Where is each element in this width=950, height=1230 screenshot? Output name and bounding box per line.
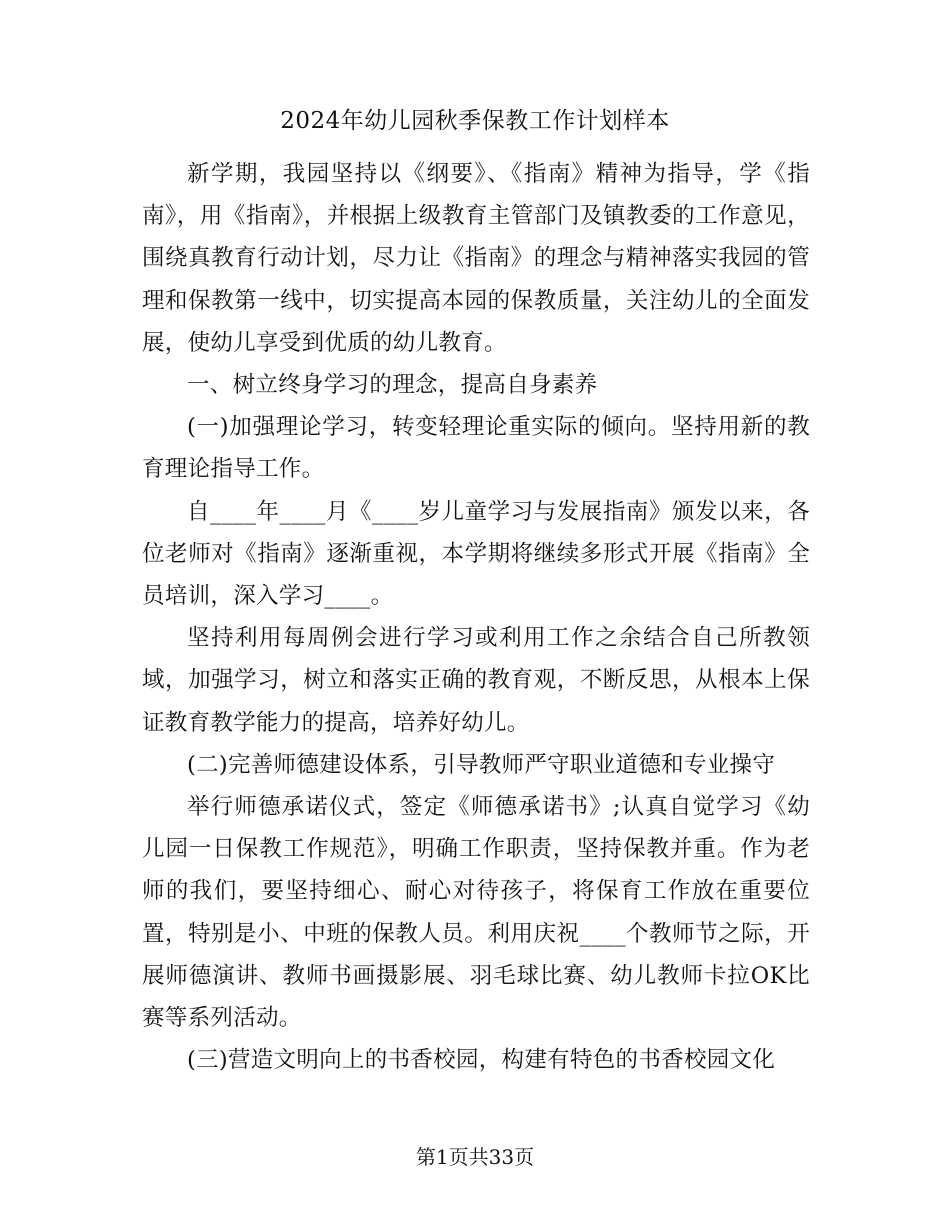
document-body [142, 153, 810, 1081]
paragraph-intro: 新学期，我园坚持以《纲要》、《指南》精神为指导，学《指南》，用《指南》，并根据上级教育主管部门及镇教委的工作意见，围绕真教育行动计划，尽力让《指南》的理念与精神落实我园的管理和保教第一线中，切实提高本园的保教质量，关注幼儿的全面发展，使幼儿享受到优质的幼儿教育。 [142, 161, 810, 356]
subsection-heading-2: (二)完善师德建设体系，引导教师严守职业道德和专业操守 [187, 751, 776, 778]
document-title: 2024年幼儿园秋季保教工作计划样本 [280, 108, 670, 134]
paragraph-ethics: 举行师德承诺仪式，签定《师德承诺书》;认真自觉学习《幼儿园一日保教工作规范》，明确工作职责，坚持保教并重。作为老师的我们，要坚持细心、耐心对待孩子，将保育工作放在重要位置，特别是小、中班的保教人员。利用庆祝____个教师节之际，开展师德演讲、教师书画摄影展、羽毛球比赛、幼儿教师卡拉OK比赛等系列活动。 [142, 794, 810, 1032]
page-footer: 第1页共33页 [415, 1145, 535, 1169]
paragraph-study: 坚持利用每周例会进行学习或利用工作之余结合自己所教领域，加强学习，树立和落实正确的教育观，不断反思，从根本上保证教育教学能力的提高，培养好幼儿。 [142, 625, 810, 736]
subsection-heading-1: (一)加强理论学习，转变轻理论重实际的倾向。坚持用新的教育理论指导工作。 [142, 414, 810, 483]
subsection-heading-3: (三)营造文明向上的书香校园，构建有特色的书香校园文化 [187, 1047, 776, 1074]
paragraph-guide: 自____年____月《____岁儿童学习与发展指南》颁发以来，各位老师对《指南》逐渐重视，本学期将继续多形式开展《指南》全员培训，深入学习____。 [142, 498, 810, 610]
section-heading-1: 一、树立终身学习的理念，提高自身素养 [187, 372, 598, 399]
